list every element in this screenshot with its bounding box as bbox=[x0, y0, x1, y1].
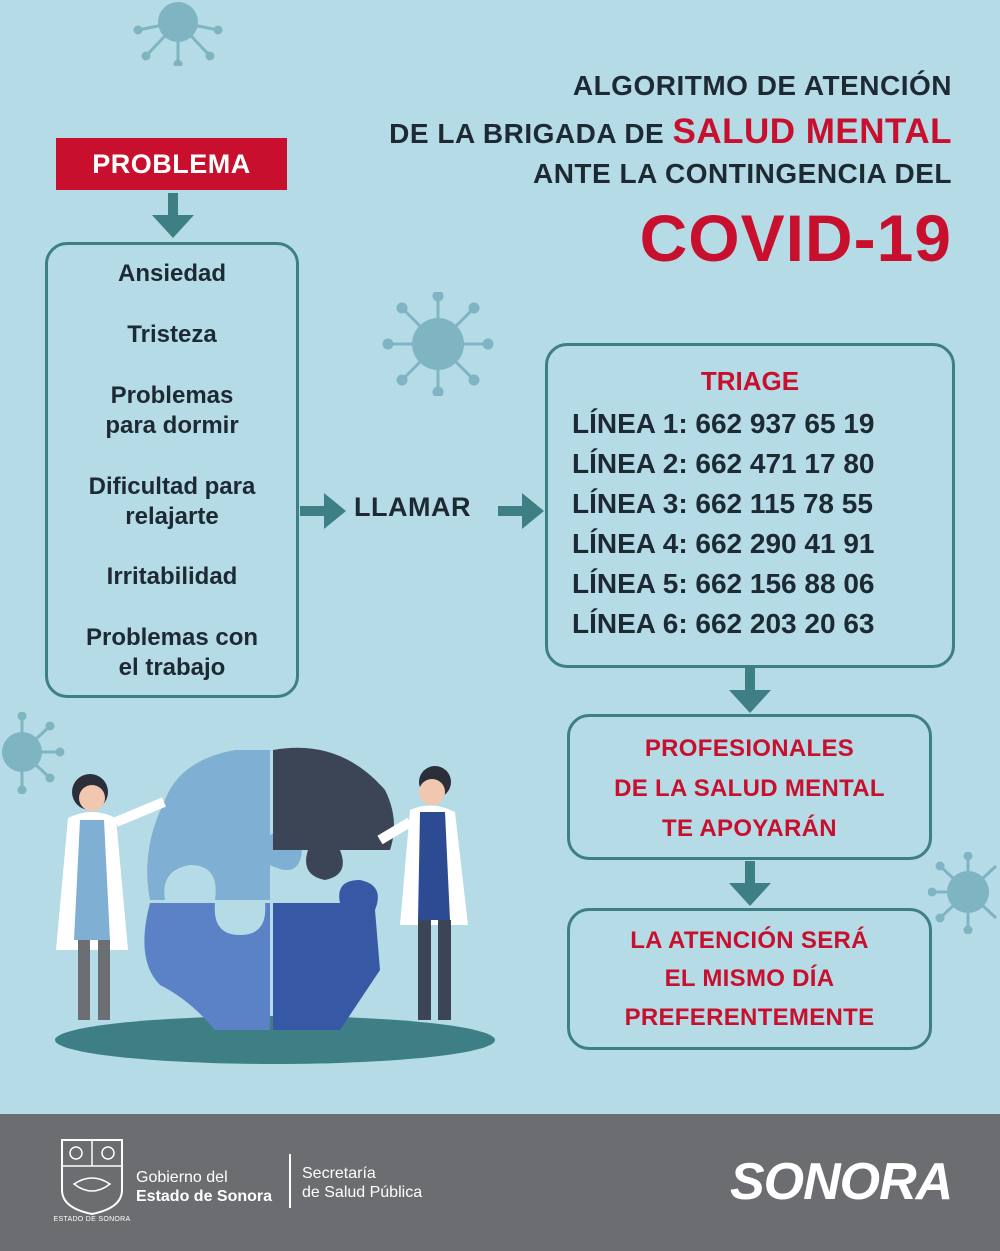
doctor-male bbox=[380, 766, 468, 1020]
phone-line-5: LÍNEA 5: 662 156 88 06 bbox=[572, 568, 875, 599]
arrow-down-icon bbox=[727, 668, 773, 714]
illustration-puzzle-head bbox=[40, 740, 510, 1070]
phone-line-1: LÍNEA 1: 662 937 65 19 bbox=[572, 408, 875, 439]
professionals-line-3: TE APOYARÁN bbox=[662, 815, 837, 842]
symptoms-box bbox=[45, 242, 299, 698]
phone-line-4: LÍNEA 4: 662 290 41 91 bbox=[572, 528, 875, 559]
symptom-ansiedad: Ansiedad bbox=[117, 260, 227, 287]
call-label: LLAMAR bbox=[354, 492, 471, 522]
gov-logo-text bbox=[136, 1168, 272, 1206]
arrow-down-icon bbox=[727, 861, 773, 907]
phone-line-2: LÍNEA 2: 662 471 17 80 bbox=[572, 448, 875, 479]
arrow-right-icon bbox=[498, 491, 546, 531]
title-line-2 bbox=[389, 112, 952, 152]
arrow-right-icon bbox=[300, 491, 348, 531]
symptom-trabajo: Problemas con el trabajo bbox=[85, 624, 259, 681]
attention-line-3: PREFERENTEMENTE bbox=[624, 1004, 875, 1031]
professionals-line-1: PROFESIONALES bbox=[644, 735, 855, 762]
title-line-3: ANTE LA CONTINGENCIA DEL bbox=[532, 158, 952, 189]
doctor-female bbox=[56, 774, 164, 1020]
triage-box bbox=[545, 343, 955, 668]
sonora-brand: SONORA bbox=[730, 1153, 953, 1211]
professionals-box bbox=[567, 714, 932, 860]
crest-caption: ESTADO DE SONORA bbox=[53, 1216, 131, 1223]
title-line-1: ALGORITMO DE ATENCIÓN bbox=[572, 70, 952, 101]
salud-line-1: Secretaría bbox=[302, 1165, 376, 1182]
salud-logo-text bbox=[302, 1164, 422, 1202]
title-accent: SALUD MENTAL bbox=[672, 112, 952, 151]
crest-icon bbox=[58, 1136, 126, 1218]
attention-line-2: EL MISMO DÍA bbox=[664, 965, 835, 992]
attention-line-1: LA ATENCIÓN SERÁ bbox=[630, 927, 869, 954]
attention-box bbox=[567, 908, 932, 1050]
virus-icon bbox=[130, 0, 226, 66]
arrow-down-icon bbox=[150, 193, 196, 239]
virus-icon bbox=[928, 852, 1000, 934]
symptom-irritabilidad: Irritabilidad bbox=[106, 563, 238, 590]
title-line-2-prefix: DE LA BRIGADA DE bbox=[389, 118, 665, 149]
problem-label: PROBLEMA bbox=[56, 138, 287, 190]
triage-title: TRIAGE bbox=[700, 366, 800, 396]
professionals-line-2: DE LA SALUD MENTAL bbox=[614, 775, 885, 802]
symptom-dormir: Problemas para dormir bbox=[105, 382, 239, 439]
gov-line-1: Gobierno del bbox=[136, 1169, 228, 1186]
phone-line-3: LÍNEA 3: 662 115 78 55 bbox=[572, 488, 873, 519]
symptom-relajarte: Dificultad para relajarte bbox=[88, 473, 256, 530]
virus-icon bbox=[382, 292, 494, 396]
title-covid: COVID-19 bbox=[639, 201, 952, 275]
footer-divider bbox=[289, 1154, 291, 1208]
symptom-tristeza: Tristeza bbox=[127, 321, 217, 348]
phone-line-6: LÍNEA 6: 662 203 20 63 bbox=[572, 608, 875, 639]
gov-line-2: Estado de Sonora bbox=[136, 1188, 273, 1205]
salud-line-2: de Salud Pública bbox=[302, 1184, 423, 1201]
